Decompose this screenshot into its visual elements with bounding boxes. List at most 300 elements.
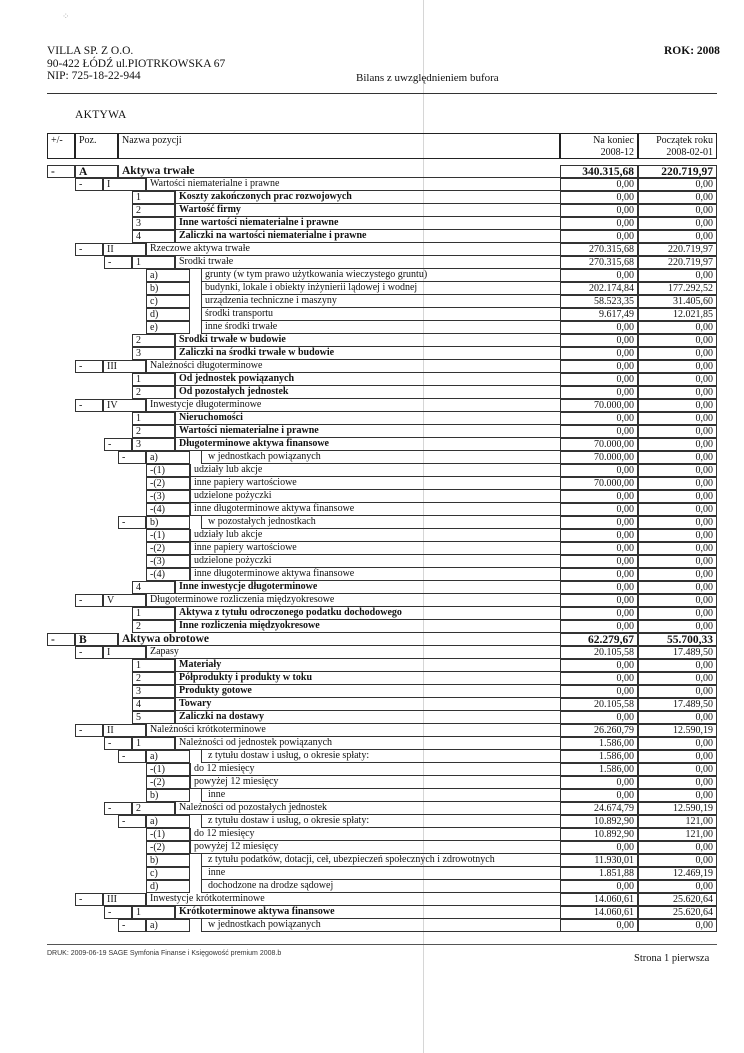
- collapse-toggle[interactable]: -: [104, 256, 132, 269]
- position-name: Zaliczki na dostawy: [175, 711, 560, 724]
- position-name: Aktywa obrotowe: [118, 633, 560, 646]
- value-end: 0,00: [560, 581, 638, 594]
- position-code: V: [103, 594, 146, 607]
- value-end: 270.315,68: [560, 243, 638, 256]
- table-row: [47, 308, 717, 321]
- position-code: e): [146, 321, 190, 334]
- position-code: III: [103, 893, 146, 906]
- value-start: 0,00: [638, 386, 717, 399]
- value-start: 0,00: [638, 789, 717, 802]
- position-code: d): [146, 308, 190, 321]
- position-name: środki transportu: [201, 308, 560, 321]
- position-code: -(4): [146, 503, 190, 516]
- table-row: [47, 893, 717, 906]
- value-start: 12.021,85: [638, 308, 717, 321]
- value-end: 0,00: [560, 386, 638, 399]
- collapse-toggle[interactable]: -: [75, 360, 103, 373]
- position-name: Środki trwałe w budowie: [175, 334, 560, 347]
- col-header-end-label: Na koniec: [593, 135, 634, 146]
- value-start: 0,00: [638, 451, 717, 464]
- position-name: Inne rozliczenia międzyokresowe: [175, 620, 560, 633]
- table-row: [47, 295, 717, 308]
- table-row: [47, 321, 717, 334]
- position-code: 1: [132, 659, 175, 672]
- company-block: [47, 45, 225, 83]
- value-end: 10.892,90: [560, 815, 638, 828]
- table-row: [47, 399, 717, 412]
- collapse-toggle[interactable]: -: [75, 646, 103, 659]
- table-row: [47, 269, 717, 282]
- position-code: 2: [132, 802, 175, 815]
- table-row: [47, 360, 717, 373]
- value-end: 70.000,00: [560, 438, 638, 451]
- value-start: 12.590,19: [638, 724, 717, 737]
- table-row: [47, 685, 717, 698]
- value-end: 0,00: [560, 334, 638, 347]
- position-name: inne długoterminowe aktywa finansowe: [190, 568, 560, 581]
- collapse-toggle[interactable]: -: [118, 750, 146, 763]
- table-row: [47, 672, 717, 685]
- value-end: 0,00: [560, 659, 638, 672]
- table-row: [47, 516, 717, 529]
- collapse-toggle[interactable]: -: [75, 594, 103, 607]
- position-code: d): [146, 880, 190, 893]
- table-row: [47, 555, 717, 568]
- position-code: a): [146, 269, 190, 282]
- value-start: 0,00: [638, 516, 717, 529]
- collapse-toggle[interactable]: -: [75, 399, 103, 412]
- value-end: 1.851,88: [560, 867, 638, 880]
- position-code: II: [103, 724, 146, 737]
- print-info: DRUK: 2009-06-19 SAGE Symfonia Finanse i Księgowość premium 2008.b: [47, 950, 282, 957]
- value-start: 0,00: [638, 841, 717, 854]
- value-end: 14.060,61: [560, 893, 638, 906]
- position-name: inne długoterminowe aktywa finansowe: [190, 503, 560, 516]
- position-name: do 12 miesięcy: [190, 828, 560, 841]
- position-name: powyżej 12 miesięcy: [190, 841, 560, 854]
- value-end: 1.586,00: [560, 763, 638, 776]
- position-name: Półprodukty i produkty w toku: [175, 672, 560, 685]
- position-code: A: [75, 165, 118, 178]
- value-start: 0,00: [638, 529, 717, 542]
- position-code: c): [146, 295, 190, 308]
- value-start: 0,00: [638, 178, 717, 191]
- table-row: [47, 490, 717, 503]
- position-code: 3: [132, 685, 175, 698]
- position-name: inne: [201, 789, 560, 802]
- col-header-name: Nazwa pozycji: [118, 133, 560, 159]
- position-code: -(4): [146, 568, 190, 581]
- position-code: -(1): [146, 529, 190, 542]
- value-start: 55.700,33: [638, 633, 717, 646]
- value-end: 62.279,67: [560, 633, 638, 646]
- position-name: Inne inwestycje długoterminowe: [175, 581, 560, 594]
- position-code: 1: [132, 373, 175, 386]
- table-row: [47, 503, 717, 516]
- table-row: [47, 581, 717, 594]
- table-row: [47, 347, 717, 360]
- table-row: [47, 750, 717, 763]
- value-end: 0,00: [560, 776, 638, 789]
- position-name: inne: [201, 867, 560, 880]
- col-header-start-label: Początek roku: [656, 135, 713, 146]
- table-row: [47, 607, 717, 620]
- position-name: Produkty gotowe: [175, 685, 560, 698]
- value-start: 12.590,19: [638, 802, 717, 815]
- table-row: [47, 464, 717, 477]
- value-end: 0,00: [560, 672, 638, 685]
- position-name: Od jednostek powiązanych: [175, 373, 560, 386]
- value-start: 0,00: [638, 269, 717, 282]
- collapse-toggle[interactable]: -: [118, 516, 146, 529]
- position-name: w jednostkach powiązanych: [201, 451, 560, 464]
- value-start: 0,00: [638, 191, 717, 204]
- value-start: 0,00: [638, 399, 717, 412]
- value-end: 202.174,84: [560, 282, 638, 295]
- position-code: 2: [132, 672, 175, 685]
- col-header-start-date: 2008-02-01: [666, 147, 713, 158]
- value-start: 0,00: [638, 230, 717, 243]
- position-code: 4: [132, 230, 175, 243]
- collapse-toggle[interactable]: -: [47, 165, 75, 178]
- table-row: [47, 776, 717, 789]
- table-row: [47, 763, 717, 776]
- position-name: z tytułu dostaw i usług, o okresie spłaty:: [201, 815, 560, 828]
- value-end: 0,00: [560, 191, 638, 204]
- value-end: 0,00: [560, 321, 638, 334]
- table-row: [47, 620, 717, 633]
- value-end: 20.105,58: [560, 646, 638, 659]
- position-code: a): [146, 451, 190, 464]
- value-end: 0,00: [560, 685, 638, 698]
- collapse-toggle[interactable]: -: [118, 815, 146, 828]
- table-row: [47, 698, 717, 711]
- value-start: 17.489,50: [638, 646, 717, 659]
- value-start: 0,00: [638, 581, 717, 594]
- position-name: Aktywa z tytułu odroczonego podatku dochodowego: [175, 607, 560, 620]
- value-end: 70.000,00: [560, 477, 638, 490]
- value-start: 0,00: [638, 763, 717, 776]
- section-title: AKTYWA: [75, 109, 127, 121]
- position-code: 1: [132, 607, 175, 620]
- position-code: 4: [132, 581, 175, 594]
- position-name: udziały lub akcje: [190, 464, 560, 477]
- value-end: 11.930,01: [560, 854, 638, 867]
- position-name: Od pozostałych jednostek: [175, 386, 560, 399]
- position-name: Długoterminowe aktywa finansowe: [175, 438, 560, 451]
- position-name: Inwestycje krótkoterminowe: [146, 893, 560, 906]
- table-row: [47, 711, 717, 724]
- value-end: 0,00: [560, 594, 638, 607]
- value-end: 0,00: [560, 217, 638, 230]
- position-name: Koszty zakończonych prac rozwojowych: [175, 191, 560, 204]
- value-end: 0,00: [560, 880, 638, 893]
- value-start: 0,00: [638, 503, 717, 516]
- value-end: 0,00: [560, 620, 638, 633]
- collapse-toggle[interactable]: -: [47, 633, 75, 646]
- value-start: 25.620,64: [638, 906, 717, 919]
- table-row: [47, 737, 717, 750]
- position-name: Zapasy: [146, 646, 560, 659]
- position-code: b): [146, 854, 190, 867]
- table-row: [47, 828, 717, 841]
- position-code: 4: [132, 698, 175, 711]
- position-code: 3: [132, 217, 175, 230]
- value-end: 340.315,68: [560, 165, 638, 178]
- value-end: 0,00: [560, 841, 638, 854]
- table-row: [47, 282, 717, 295]
- value-end: 270.315,68: [560, 256, 638, 269]
- position-name: Środki trwałe: [175, 256, 560, 269]
- collapse-toggle[interactable]: -: [118, 451, 146, 464]
- collapse-toggle[interactable]: -: [75, 724, 103, 737]
- value-end: 58.523,35: [560, 295, 638, 308]
- position-code: a): [146, 750, 190, 763]
- position-code: B: [75, 633, 118, 646]
- value-start: 0,00: [638, 659, 717, 672]
- position-name: z tytułu podatków, dotacji, ceł, ubezpieczeń społecznych i zdrowotnych: [201, 854, 560, 867]
- position-code: 1: [132, 906, 175, 919]
- value-start: 0,00: [638, 204, 717, 217]
- position-code: -(1): [146, 828, 190, 841]
- table-row: [47, 165, 717, 178]
- col-header-start: [638, 133, 717, 159]
- value-start: 220.719,97: [638, 165, 717, 178]
- value-start: 0,00: [638, 880, 717, 893]
- value-start: 0,00: [638, 360, 717, 373]
- table-row: [47, 451, 717, 464]
- position-code: I: [103, 646, 146, 659]
- value-start: 121,00: [638, 815, 717, 828]
- position-name: Rzeczowe aktywa trwałe: [146, 243, 560, 256]
- col-header-end: [560, 133, 638, 159]
- position-code: 1: [132, 412, 175, 425]
- position-code: II: [103, 243, 146, 256]
- position-code: I: [103, 178, 146, 191]
- value-end: 10.892,90: [560, 828, 638, 841]
- value-start: 0,00: [638, 620, 717, 633]
- value-end: 1.586,00: [560, 750, 638, 763]
- value-start: 0,00: [638, 334, 717, 347]
- company-nip: NIP: 725-18-22-944: [47, 70, 141, 82]
- position-code: -(3): [146, 555, 190, 568]
- value-end: 24.674,79: [560, 802, 638, 815]
- position-name: w jednostkach powiązanych: [201, 919, 560, 932]
- collapse-toggle[interactable]: -: [75, 243, 103, 256]
- table-row: [47, 529, 717, 542]
- position-name: Należności od jednostek powiązanych: [175, 737, 560, 750]
- value-start: 0,00: [638, 490, 717, 503]
- table-row: [47, 178, 717, 191]
- value-start: 0,00: [638, 776, 717, 789]
- table-row: [47, 802, 717, 815]
- table-row: [47, 854, 717, 867]
- table-row: [47, 373, 717, 386]
- position-code: -(2): [146, 477, 190, 490]
- table-row: [47, 815, 717, 828]
- position-code: -(3): [146, 490, 190, 503]
- position-code: -(1): [146, 763, 190, 776]
- position-name: udzielone pożyczki: [190, 555, 560, 568]
- value-end: 20.105,58: [560, 698, 638, 711]
- value-end: 0,00: [560, 568, 638, 581]
- value-end: 0,00: [560, 919, 638, 932]
- position-code: IV: [103, 399, 146, 412]
- position-name: Inwestycje długoterminowe: [146, 399, 560, 412]
- value-end: 0,00: [560, 425, 638, 438]
- collapse-toggle[interactable]: -: [104, 906, 132, 919]
- value-end: 1.586,00: [560, 737, 638, 750]
- position-code: 2: [132, 386, 175, 399]
- value-end: 0,00: [560, 204, 638, 217]
- value-start: 177.292,52: [638, 282, 717, 295]
- page-number: Strona 1 pierwsza: [634, 953, 710, 964]
- position-name: Aktywa trwałe: [118, 165, 560, 178]
- value-start: 0,00: [638, 607, 717, 620]
- value-start: 0,00: [638, 737, 717, 750]
- value-start: 12.469,19: [638, 867, 717, 880]
- position-name: Materiały: [175, 659, 560, 672]
- col-header-end-date: 2008-12: [600, 147, 634, 158]
- table-row: [47, 542, 717, 555]
- position-code: -(2): [146, 542, 190, 555]
- value-start: 0,00: [638, 594, 717, 607]
- collapse-toggle[interactable]: -: [104, 438, 132, 451]
- position-name: inne papiery wartościowe: [190, 542, 560, 555]
- value-end: 0,00: [560, 360, 638, 373]
- position-code: -(1): [146, 464, 190, 477]
- value-end: 0,00: [560, 412, 638, 425]
- position-name: do 12 miesięcy: [190, 763, 560, 776]
- value-end: 70.000,00: [560, 451, 638, 464]
- collapse-toggle[interactable]: -: [104, 737, 132, 750]
- value-end: 0,00: [560, 347, 638, 360]
- collapse-toggle[interactable]: -: [75, 178, 103, 191]
- table-row: [47, 867, 717, 880]
- position-code: -(2): [146, 841, 190, 854]
- value-start: 0,00: [638, 685, 717, 698]
- col-header-position: Poz.: [75, 133, 118, 159]
- value-start: 0,00: [638, 672, 717, 685]
- scan-mark: ⁘: [62, 12, 70, 22]
- value-start: 0,00: [638, 919, 717, 932]
- position-code: -(2): [146, 776, 190, 789]
- position-code: c): [146, 867, 190, 880]
- table-row: [47, 880, 717, 893]
- value-start: 0,00: [638, 711, 717, 724]
- position-name: Inne wartości niematerialne i prawne: [175, 217, 560, 230]
- position-code: 2: [132, 334, 175, 347]
- value-start: 31.405,60: [638, 295, 717, 308]
- value-end: 0,00: [560, 711, 638, 724]
- position-name: grunty (w tym prawo użytkowania wieczystego gruntu): [201, 269, 560, 282]
- collapse-toggle[interactable]: -: [118, 919, 146, 932]
- collapse-toggle[interactable]: -: [104, 802, 132, 815]
- company-address: 90-422 ŁÓDŹ ul.PIOTRKOWSKA 67: [47, 57, 226, 70]
- position-code: b): [146, 282, 190, 295]
- table-row: [47, 906, 717, 919]
- footer-divider: [47, 944, 717, 945]
- company-name: VILLA SP. Z O.O.: [47, 45, 134, 57]
- value-end: 0,00: [560, 542, 638, 555]
- report-title: Bilans z uwzględnieniem bufora: [356, 72, 499, 84]
- value-start: 0,00: [638, 347, 717, 360]
- value-start: 0,00: [638, 425, 717, 438]
- position-name: Zaliczki na wartości niematerialne i prawne: [175, 230, 560, 243]
- position-code: 1: [132, 191, 175, 204]
- position-code: 3: [132, 438, 175, 451]
- table-row: [47, 633, 717, 646]
- table-row: [47, 724, 717, 737]
- value-end: 0,00: [560, 490, 638, 503]
- position-name: budynki, lokale i obiekty inżynierii lądowej i wodnej: [201, 282, 560, 295]
- header-divider: [47, 93, 717, 94]
- position-name: Krótkoterminowe aktywa finansowe: [175, 906, 560, 919]
- position-name: udziały lub akcje: [190, 529, 560, 542]
- position-name: z tytułu dostaw i usług, o okresie spłaty:: [201, 750, 560, 763]
- position-name: w pozostałych jednostkach: [201, 516, 560, 529]
- value-start: 0,00: [638, 854, 717, 867]
- position-name: Wartość firmy: [175, 204, 560, 217]
- value-start: 121,00: [638, 828, 717, 841]
- value-start: 17.489,50: [638, 698, 717, 711]
- table-row: [47, 191, 717, 204]
- table-row: [47, 841, 717, 854]
- value-start: 0,00: [638, 412, 717, 425]
- position-name: urządzenia techniczne i maszyny: [201, 295, 560, 308]
- table-row: [47, 659, 717, 672]
- position-name: Należności krótkoterminowe: [146, 724, 560, 737]
- col-header-toggle: +/-: [47, 133, 75, 159]
- value-end: 26.260,79: [560, 724, 638, 737]
- table-row: [47, 789, 717, 802]
- position-name: dochodzone na drodze sądowej: [201, 880, 560, 893]
- position-code: a): [146, 815, 190, 828]
- position-name: inne papiery wartościowe: [190, 477, 560, 490]
- value-end: 70.000,00: [560, 399, 638, 412]
- position-code: III: [103, 360, 146, 373]
- table-row: [47, 230, 717, 243]
- value-end: 0,00: [560, 178, 638, 191]
- table-row: [47, 204, 717, 217]
- value-end: 0,00: [560, 464, 638, 477]
- position-code: 2: [132, 204, 175, 217]
- report-year: ROK: 2008: [664, 45, 720, 57]
- position-code: a): [146, 919, 190, 932]
- value-end: 9.617,49: [560, 308, 638, 321]
- value-start: 0,00: [638, 321, 717, 334]
- value-end: 0,00: [560, 503, 638, 516]
- table-row: [47, 919, 717, 932]
- table-row: [47, 568, 717, 581]
- table-row: [47, 386, 717, 399]
- position-name: Wartości niematerialne i prawne: [175, 425, 560, 438]
- value-end: 0,00: [560, 529, 638, 542]
- value-start: 0,00: [638, 750, 717, 763]
- position-name: Towary: [175, 698, 560, 711]
- position-name: inne środki trwałe: [201, 321, 560, 334]
- value-start: 0,00: [638, 477, 717, 490]
- table-row: [47, 334, 717, 347]
- value-start: 0,00: [638, 217, 717, 230]
- value-start: 0,00: [638, 542, 717, 555]
- value-end: 0,00: [560, 607, 638, 620]
- value-start: 0,00: [638, 438, 717, 451]
- collapse-toggle[interactable]: -: [75, 893, 103, 906]
- value-end: 0,00: [560, 373, 638, 386]
- value-end: 0,00: [560, 516, 638, 529]
- table-row: [47, 217, 717, 230]
